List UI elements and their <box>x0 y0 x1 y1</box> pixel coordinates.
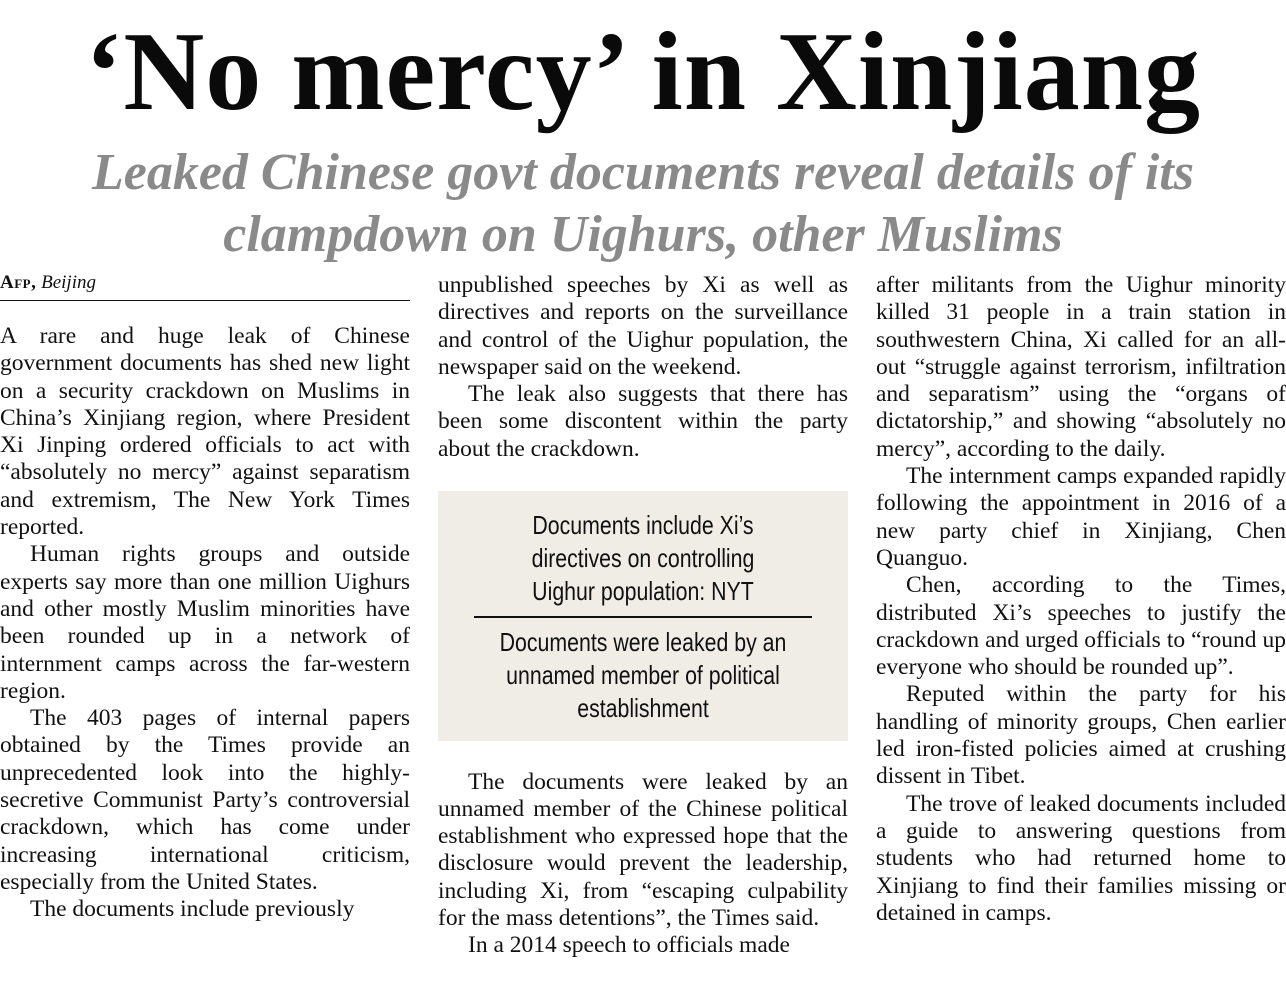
pull-quote-box <box>438 491 848 741</box>
paragraph: The documents were leaked by an unnamed member of the Chinese political establishment who expressed hope that the disclosure would prevent the leadership, including Xi, from “escaping culpability for the mass detentions”, the Times said. <box>438 768 848 932</box>
byline <box>0 272 410 301</box>
pull-quote-second: Documents were leaked by an unnamed member of political establishment <box>499 626 787 723</box>
pull-quote-first: Documents include Xi’s directives on controlling Uighur population: NYT <box>531 510 755 607</box>
paragraph: after militants from the Uighur minority killed 31 people in a train station in southwestern China, Xi called for an all-out “struggle against terrorism, infiltration and separatism” using the “organs of dictatorship,” and showing “absolutely no mercy”, according to the daily. <box>876 272 1286 462</box>
paragraph: unpublished speeches by Xi as well as directives and reports on the surveillance and control of the Uighur population, the newspaper said on the weekend. <box>438 272 848 380</box>
paragraph: In a 2014 speech to officials made <box>468 932 790 959</box>
paragraph: A rare and huge leak of Chinese government documents has shed new light on a security crackdown on Muslims in China’s Xinjiang region, where President Xi Jinping ordered officials to act with “absolutely no mercy” against separatism and extremism, The New York Times reported. <box>0 323 410 541</box>
paragraph: Chen, according to the Times, distributed Xi’s speeches to justify the crackdown and urged officials to “round up everyone who should be rounded up”. <box>876 572 1286 681</box>
paragraph: The 403 pages of internal papers obtained by the Times provide an unprecedented look into the highly-secretive Communist Party’s controversial crackdown, which has come under increasing international criticism, especially from the United States. <box>0 705 410 895</box>
paragraph: The documents include previously <box>30 896 355 923</box>
pull-quote-divider <box>474 616 812 618</box>
article-column-1 <box>0 272 410 924</box>
paragraph: Reputed within the party for his handling of minority groups, Chen earlier led iron-fisted policies aimed at crushing dissent in Tibet. <box>876 681 1286 790</box>
subheadline: Leaked Chinese govt documents reveal details of its clampdown on Uighurs, other Muslims <box>92 144 1194 263</box>
paragraph: The internment camps expanded rapidly following the appointment in 2016 of a new party chief in Xinjiang, Chen Quanguo. <box>876 463 1286 571</box>
article-column-2 <box>438 272 848 960</box>
article-column-3 <box>876 272 1286 927</box>
paragraph: The trove of leaked documents included a guide to answering questions from students who had returned home to Xinjiang to find their families missing or detained in camps. <box>876 790 1286 926</box>
byline-agency: Afp, <box>0 272 37 293</box>
byline-place: Beijing <box>41 272 96 293</box>
paragraph: The leak also suggests that there has been some discontent within the party about the crackdown. <box>438 381 848 462</box>
headline: ‘No mercy’ in Xinjiang <box>85 10 1201 134</box>
paragraph: Human rights groups and outside experts say more than one million Uighurs and other mostly Muslim minorities have been rounded up in a network of internment camps across the far-western region. <box>0 541 410 704</box>
